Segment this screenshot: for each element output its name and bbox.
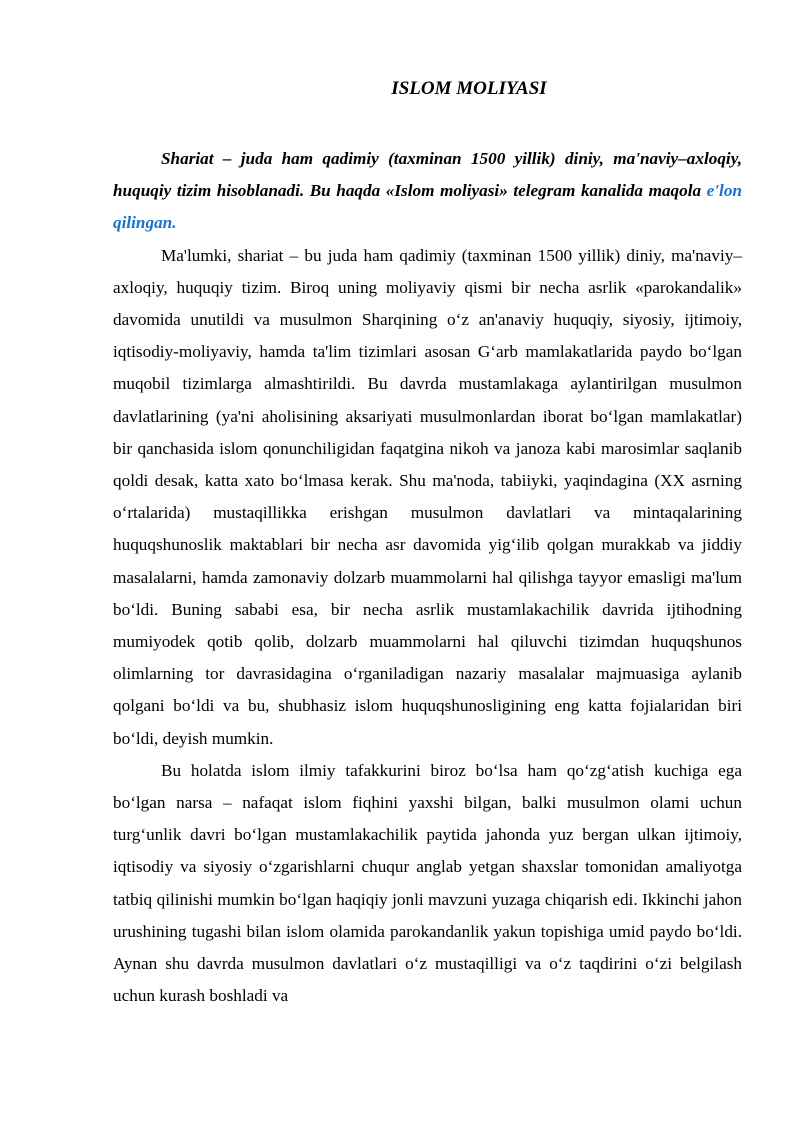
lead-paragraph: [113, 143, 742, 240]
lead-text: Shariat – juda ham qadimiy (taxminan 1500 yillik) diniy, ma'naviy–axloqiy, huquqiy tizim hisoblanadi. Bu haqda «Islom moliyasi» telegram kanalida maqola: [113, 149, 742, 201]
announcement-link[interactable]: e'lon qilingan.: [113, 181, 742, 233]
document-body: [113, 143, 742, 1012]
document-title: ISLOM MOLIYASI: [391, 78, 547, 99]
body-paragraph-2: Bu holatda islom ilmiy tafakkurini biroz bo‘lsa ham qo‘zg‘atish kuchiga ega bo‘lgan narsa – nafaqat islom fiqhini yaxshi bilgan, balki musulmon olami uchun turg‘unlik davri bo‘lgan mustamlakachilik paytida jahonda yuz bergan ulkan ijtimoiy, iqtisodiy va siyosiy o‘zgarishlarni chuqur anglab yetgan shaxslar tomonidan amaliyotga tatbiq qilinishi mumkin bo‘lgan haqiqiy jonli mavzuni yuzaga chiqarish edi. Ikkinchi jahon urushining tugashi bilan islom olamida parokandanlik yakun topishiga umid paydo bo‘ldi. Aynan shu davrda musulmon davlatlari o‘z mustaqilligi va o‘z taqdirini o‘zi belgilash uchun kurash boshladi va: [113, 760, 742, 1006]
body-paragraph-1: Ma'lumki, shariat – bu juda ham qadimiy (taxminan 1500 yillik) diniy, ma'naviy–axloqiy, huquqiy tizim. Biroq uning moliyaviy qismi bir necha asrlik «parokandalik» davomida unutildi va musulmon Sharqining o‘z an'anaviy huquqiy, siyosiy, ijtimoiy, iqtisodiy-moliyaviy, hamda ta'lim tizimlari asosan G‘arb mamlakatlarida paydo bo‘lgan muqobil tizimlarga almashtirildi. Bu davrda mustamlakaga aylantirilgan musulmon davlatlarining (ya'ni aholisining aksariyati musulmonlardan iborat bo‘lgan mamlakatlar) bir qanchasida islom qonunchiligidan faqatgina nikoh va janoza kabi marosimlar saqlanib qoldi desak, katta xato bo‘lmasa kerak. Shu ma'noda, tabiiyki, yaqindagina (XX asrning o‘rtalarida) mustaqillikka erishgan musulmon davlatlari va mintaqalarining huquqshunoslik maktablari bir necha asr davomida yig‘ilib qolgan murakkab va jiddiy masalalarni, hamda zamonaviy dolzarb muammolarni hal qilishga tayyor emasligi ma'lum bo‘ldi. Buning sababi esa, bir necha asrlik mustamlakachilik davrida ijtihodning mumiyodek qotib qolib, dolzarb muammolarni hal qiluvchi tizimdan huquqshunos olimlarning tor davrasidagina o‘rganiladigan nazariy masalalar majmuasiga aylanib qolgani bo‘ldi va bu, shubhasiz islom huquqshunosligining eng katta fojialaridan biri bo‘ldi, deyish mumkin.: [113, 245, 742, 748]
